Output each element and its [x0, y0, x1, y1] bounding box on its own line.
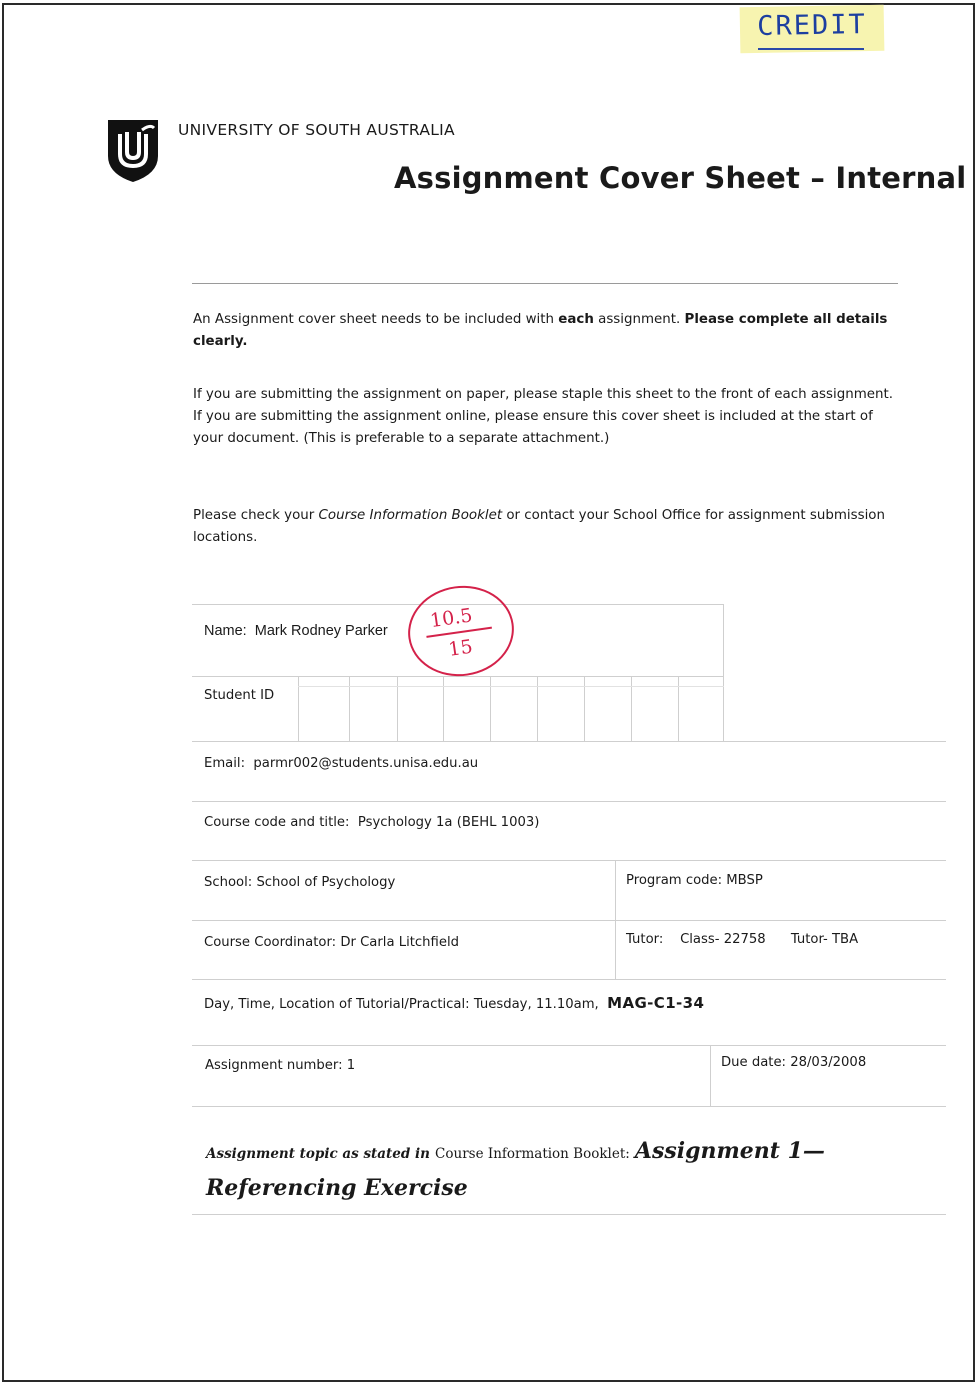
program-label: Program code: — [626, 873, 723, 888]
form-line — [192, 1045, 946, 1046]
course-label: Course code and title: — [204, 815, 350, 830]
form-line — [192, 741, 946, 742]
school-field — [204, 875, 395, 890]
due-date-field — [721, 1055, 866, 1070]
form-line — [192, 1214, 946, 1215]
assignment-topic — [206, 1134, 936, 1207]
form-line — [615, 860, 616, 979]
email-field — [204, 756, 478, 771]
assignment-number-field — [205, 1058, 355, 1073]
intro-text: An Assignment cover sheet needs to be included with — [193, 312, 559, 327]
tutorial-field — [204, 994, 704, 1012]
header-divider — [192, 283, 898, 284]
due-date-value: 28/03/2008 — [790, 1055, 867, 1070]
form-line — [192, 979, 946, 980]
student-id-label: Student ID — [204, 688, 275, 703]
form-line — [192, 860, 946, 861]
tutor-field — [626, 932, 858, 947]
tutorial-value: Tuesday, 11.10am, — [473, 997, 599, 1012]
intro-text: Please check your — [193, 508, 319, 523]
program-field — [626, 873, 763, 888]
assignment-number-label: Assignment number: — [205, 1058, 343, 1073]
email-label: Email: — [204, 756, 246, 771]
form-line — [192, 920, 946, 921]
email-value: parmr002@students.unisa.edu.au — [253, 756, 479, 771]
booklet-title: Course Information Booklet — [318, 508, 503, 523]
due-date-label: Due date: — [721, 1055, 786, 1070]
course-field — [204, 815, 539, 830]
school-label: School: — [204, 875, 253, 890]
grade-out-of: 15 — [446, 635, 474, 661]
topic-label: Assignment topic as stated in — [206, 1146, 430, 1162]
name-field — [204, 623, 388, 639]
credit-underline — [758, 48, 864, 50]
intro-paragraph-3 — [193, 505, 903, 549]
tutor-class: Class- 22758 — [680, 932, 766, 947]
intro-emphasis: Please complete all details clearly. — [193, 312, 888, 349]
coordinator-value: Dr Carla Litchfield — [340, 935, 459, 950]
tutor-value: Tutor- TBA — [790, 932, 859, 947]
coordinator-field — [204, 935, 459, 950]
topic-booklet-label: Course Information Booklet: — [435, 1146, 630, 1162]
form-line — [192, 801, 946, 802]
course-value: Psychology 1a (BEHL 1003) — [357, 815, 540, 830]
intro-text: assignment. — [593, 312, 685, 327]
university-name: UNIVERSITY OF SOUTH AUSTRALIA — [178, 121, 455, 139]
tutor-label: Tutor: — [626, 932, 664, 947]
form-line — [710, 1045, 711, 1106]
topic-value: Assignment 1—Referencing Exercise — [206, 1138, 825, 1201]
assignment-number-value: 1 — [346, 1058, 356, 1073]
unisa-logo-icon — [106, 118, 160, 184]
page-title: Assignment Cover Sheet – Internal — [394, 161, 967, 195]
name-value: Mark Rodney Parker — [254, 623, 388, 639]
intro-text: or contact your School Office for assignment submission locations. — [193, 508, 885, 545]
credit-note: CREDIT — [740, 5, 885, 54]
intro-paragraph-2: If you are submitting the assignment on paper, please staple this sheet to the front of each assignment. If you are submitting the assignment online, please ensure this cover sheet is included at the start of your document. (This is preferable to a separate attachment.) — [193, 387, 893, 446]
form-line — [192, 1106, 946, 1107]
tutorial-room: MAG-C1-34 — [607, 994, 705, 1012]
tutorial-label: Day, Time, Location of Tutorial/Practical: — [204, 997, 470, 1012]
grade-score: 10.5 — [428, 604, 474, 633]
name-label: Name: — [204, 623, 247, 639]
intro-emphasis: each — [558, 312, 594, 327]
form-line — [723, 604, 724, 742]
student-id-box — [298, 686, 724, 687]
school-value: School of Psychology — [256, 875, 396, 890]
program-value: MBSP — [726, 873, 763, 888]
coordinator-label: Course Coordinator: — [204, 935, 337, 950]
intro-paragraph-1 — [193, 309, 903, 353]
